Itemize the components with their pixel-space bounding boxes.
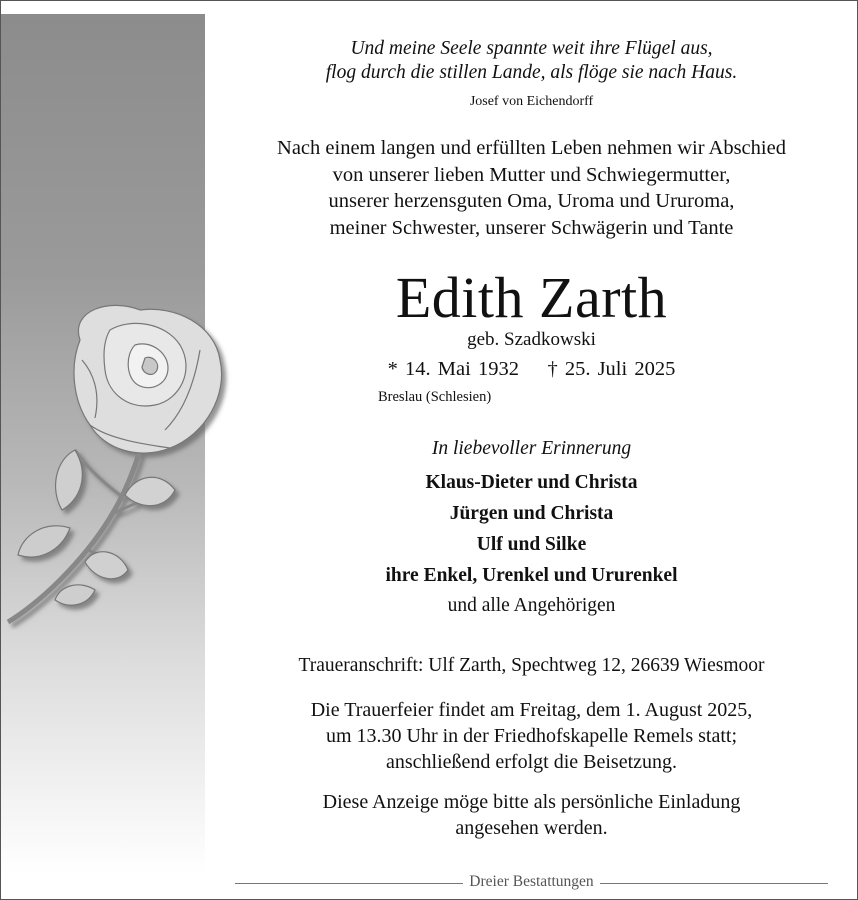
life-dates: [205, 358, 858, 381]
other-relatives: und alle Angehörigen: [447, 595, 616, 616]
footer: [205, 873, 858, 893]
birth-date: * 14. Mai 1932: [387, 358, 519, 380]
intro-line: Nach einem langen und erfüllten Leben nehmen wir Abschied: [277, 137, 786, 159]
intro-text: [205, 135, 858, 241]
ceremony-line: anschließend erfolgt die Beisetzung.: [385, 751, 677, 773]
ceremony-line: um 13.30 Uhr in der Friedhofskapelle Remels statt;: [325, 725, 738, 747]
mourner-family: Klaus-Dieter und Christa: [425, 472, 638, 493]
mourner-family: ihre Enkel, Urenkel und Ururenkel: [385, 565, 678, 586]
intro-line: unserer herzensguten Oma, Uroma und Ururoma,: [328, 190, 735, 212]
poem-author: Josef von Eichendorff: [469, 94, 594, 109]
mourner-family: Jürgen und Christa: [449, 503, 614, 524]
mourners-heading: In liebevoller Erinnerung: [431, 438, 632, 459]
intro-line: meiner Schwester, unserer Schwägerin und Tante: [329, 216, 734, 239]
funeral-home: Dreier Bestattungen: [463, 873, 599, 890]
poem-quote: [205, 37, 858, 85]
mourning-address: Traueranschrift: Ulf Zarth, Spechtweg 12, 26639 Wiesmoor: [298, 655, 765, 676]
poem-line-1: Und meine Seele spannte weit ihre Flügel aus,: [350, 38, 713, 59]
mourner-family: Ulf und Silke: [476, 534, 587, 555]
intro-line: von unserer lieben Mutter und Schwiegermutter,: [332, 163, 731, 186]
rose-icon: [0, 300, 240, 630]
invitation-line: angesehen werden.: [455, 817, 608, 839]
birth-name: geb. Szadkowski: [467, 329, 596, 350]
ceremony-info: [205, 697, 858, 775]
invitation-line: Diese Anzeige möge bitte als persönliche Einladung: [322, 791, 741, 813]
death-date: † 25. Juli 2025: [547, 358, 676, 380]
invitation-note: [205, 789, 858, 841]
deceased-name: Edith Zarth: [395, 265, 668, 330]
poem-line-2: flog durch die stillen Lande, als flöge sie nach Haus.: [325, 62, 738, 83]
ceremony-line: Die Trauerfeier findet am Freitag, dem 1. August 2025,: [310, 699, 753, 721]
birthplace: Breslau (Schlesien): [378, 389, 492, 405]
